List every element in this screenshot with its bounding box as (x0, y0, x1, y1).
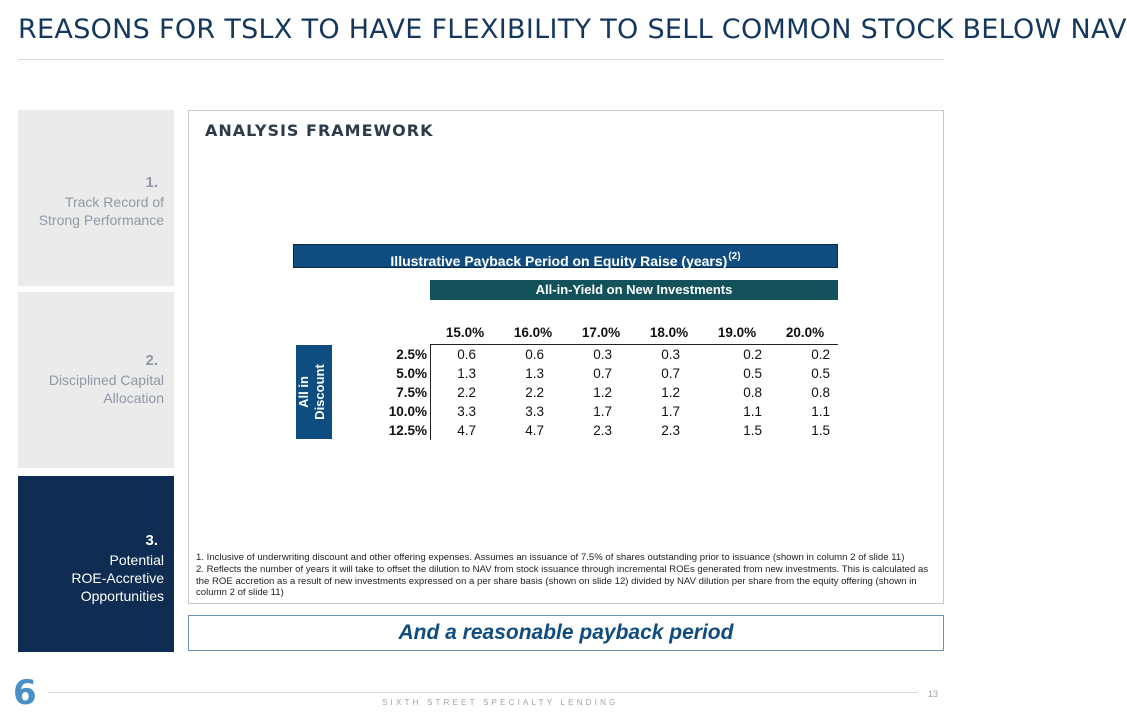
sidebar-item-capital-allocation[interactable] (18, 292, 174, 468)
table-cell: 1.7 (661, 404, 680, 419)
table-cell: 0.6 (525, 347, 544, 362)
row-group-header-line-2: to NAV $^{(1)}$ (331, 364, 347, 420)
table-cell: 0.2 (811, 347, 830, 362)
row-group-header-line: All in Discount (296, 364, 327, 420)
table-cell: 0.2 (743, 347, 762, 362)
table-cell: 1.5 (743, 423, 762, 438)
sidebar-item-number: 2. (145, 352, 158, 369)
table-cell: 2.2 (457, 385, 476, 400)
table-cell: 3.3 (525, 404, 544, 419)
table-cell: 0.5 (743, 366, 762, 381)
table-cell: 1.1 (811, 404, 830, 419)
table-cell: 0.6 (457, 347, 476, 362)
column-header: 18.0% (649, 325, 689, 340)
sidebar-item-number: 3. (145, 532, 158, 549)
table-cell: 1.3 (525, 366, 544, 381)
sidebar-item-label-line: Allocation (103, 390, 164, 406)
page-number: 13 (928, 689, 939, 699)
table-cell: 0.3 (593, 347, 612, 362)
footer-divider (48, 692, 918, 693)
callout-banner: And a reasonable payback period (188, 615, 944, 651)
footnote: 1. Inclusive of underwriting discount and other offering expenses. Assumes an issuance of 7.5% of shares outstanding prior to issuance (shown in column 2 of slide 11) (196, 552, 905, 563)
column-header: 19.0% (717, 325, 757, 340)
sidebar-item-label-line: Potential (109, 552, 164, 568)
sidebar-item-label-line: ROE-Accretive (71, 570, 164, 586)
sidebar-item-label-line: Track Record of (64, 194, 164, 210)
column-header: 17.0% (581, 325, 621, 340)
sidebar-item-track-record[interactable] (18, 110, 174, 286)
column-header: 15.0% (445, 325, 485, 340)
row-group-footnote-ref: (1) (331, 364, 340, 374)
column-group-header: All-in-Yield on New Investments (430, 280, 838, 300)
table-cell: 1.3 (457, 366, 476, 381)
table-cell: 1.5 (811, 423, 830, 438)
table-cell: 0.8 (811, 385, 830, 400)
table-cell: 1.2 (661, 385, 680, 400)
footnote: 2. Reflects the number of years it will take to offset the dilution to NAV from stock issuance through incremental ROEs generated from new investments. This is calculated as the ROE accretion as a result of new investments expressed on a per share basis (shown on slide 12) divided by NAV dilution per share from the equity offering (shown in column 2 of slide 11) (196, 563, 929, 599)
table-cell: 2.3 (593, 423, 612, 438)
panel-title: ANALYSIS FRAMEWORK (205, 121, 434, 140)
row-header: 7.5% (396, 385, 427, 400)
column-header: 20.0% (785, 325, 825, 340)
footnotes (196, 552, 936, 599)
table-cell: 1.1 (743, 404, 762, 419)
footer-brand: SIXTH STREET SPECIALTY LENDING (382, 698, 619, 707)
row-header: 2.5% (396, 347, 427, 362)
column-header-divider (430, 344, 838, 345)
table-cell: 4.7 (525, 423, 544, 438)
table-cell: 0.5 (811, 366, 830, 381)
table-cell: 1.2 (593, 385, 612, 400)
title-divider (18, 59, 944, 60)
row-header: 10.0% (388, 404, 427, 419)
row-group-header-text (296, 347, 347, 437)
table-title (293, 244, 838, 268)
row-header: 12.5% (388, 423, 427, 438)
company-logo: 6 (13, 673, 37, 713)
table-cell: 2.2 (525, 385, 544, 400)
table-cell: 0.7 (593, 366, 612, 381)
sidebar-item-label-line: Opportunities (80, 588, 164, 604)
table-cell: 4.7 (457, 423, 476, 438)
sidebar-item-label-line: Disciplined Capital (48, 372, 164, 388)
table-cell: 0.8 (743, 385, 762, 400)
table-cell: 3.3 (457, 404, 476, 419)
table-cell: 2.3 (661, 423, 680, 438)
table-cell: 0.3 (661, 347, 680, 362)
sidebar-item-label-line: Strong Performance (38, 212, 164, 228)
sidebar-item-number: 1. (145, 174, 158, 191)
sidebar-item-roe-accretive[interactable] (18, 476, 174, 652)
page-title: REASONS FOR TSLX TO HAVE FLEXIBILITY TO SELL COMMON STOCK BELOW NAV (18, 14, 1127, 45)
table-title-footnote-ref: (2) (728, 251, 741, 262)
table-cell: 0.7 (661, 366, 680, 381)
row-header: 5.0% (396, 366, 427, 381)
column-header: 16.0% (513, 325, 553, 340)
table-title-text: Illustrative Payback Period on Equity Raise (years) (390, 253, 728, 269)
table-cell: 1.7 (593, 404, 612, 419)
